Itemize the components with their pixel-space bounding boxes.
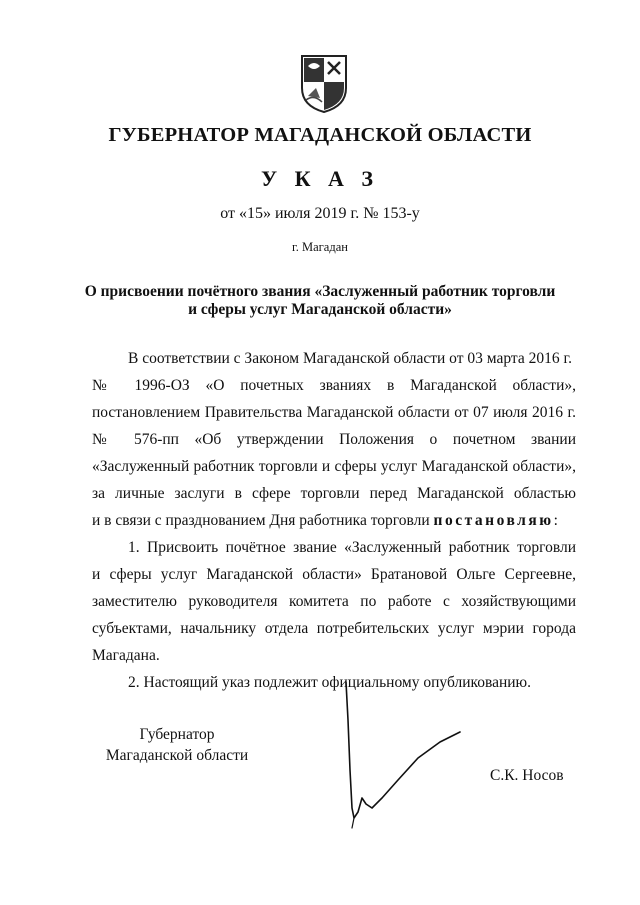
clause-1-line: заместителю руководителя комитета по работе с хозяйствующими — [92, 593, 576, 610]
clause-1-line: субъектами, начальнику отдела потребительских услуг мэрии города — [92, 620, 576, 637]
subject-line-1: О присвоении почётного звания «Заслуженный работник торговли — [84, 283, 556, 300]
coat-of-arms-emblem — [298, 52, 350, 114]
issuer-title: ГУБЕРНАТОР МАГАДАНСКОЙ ОБЛАСТИ — [108, 124, 532, 146]
date-and-number: от «15» июля 2019 г. № 153-у — [220, 205, 420, 222]
signatory-name: С.К. Носов — [490, 767, 564, 784]
clause-2: 2. Настоящий указ подлежит официальному опубликованию. — [128, 674, 532, 691]
handwritten-signature — [328, 680, 478, 830]
decree-colon: : — [553, 512, 558, 529]
body-line: № 576-пп «Об утверждении Положения о почетном звании — [92, 431, 576, 448]
clause-1-line: Магадана. — [92, 647, 160, 664]
signatory-position — [92, 724, 262, 766]
decree-intro-text: и в связи с празднованием Дня работника торговли — [92, 512, 430, 529]
body-line: за личные заслуги в сфере торговли перед Магаданской областью — [92, 485, 576, 502]
position-line-1: Губернатор — [139, 726, 215, 743]
body-line: № 1996-ОЗ «О почетных званиях в Магаданской области», — [92, 377, 576, 394]
body-line: постановлением Правительства Магаданской области от 07 июля 2016 г. — [92, 404, 576, 421]
decree-keyword: постановляю — [433, 512, 554, 529]
clause-1-line: и сферы услуг Магаданской области» Братановой Ольге Сергеевне, — [92, 566, 576, 583]
subject-line-2: и сферы услуг Магаданской области» — [188, 301, 452, 318]
city-line: г. Магадан — [292, 240, 348, 254]
position-line-2: Магаданской области — [105, 747, 249, 764]
body-line: «Заслуженный работник торговли и сферы услуг Магаданской области», — [92, 458, 576, 475]
decree-subject — [0, 283, 640, 319]
body-line: В соответствии с Законом Магаданской области от 03 марта 2016 г. — [128, 350, 572, 367]
clause-1-line: 1. Присвоить почётное звание «Заслуженный работник торговли — [128, 539, 576, 556]
body-line-decree — [92, 511, 576, 531]
document-type-heading: У К А З — [260, 166, 380, 191]
